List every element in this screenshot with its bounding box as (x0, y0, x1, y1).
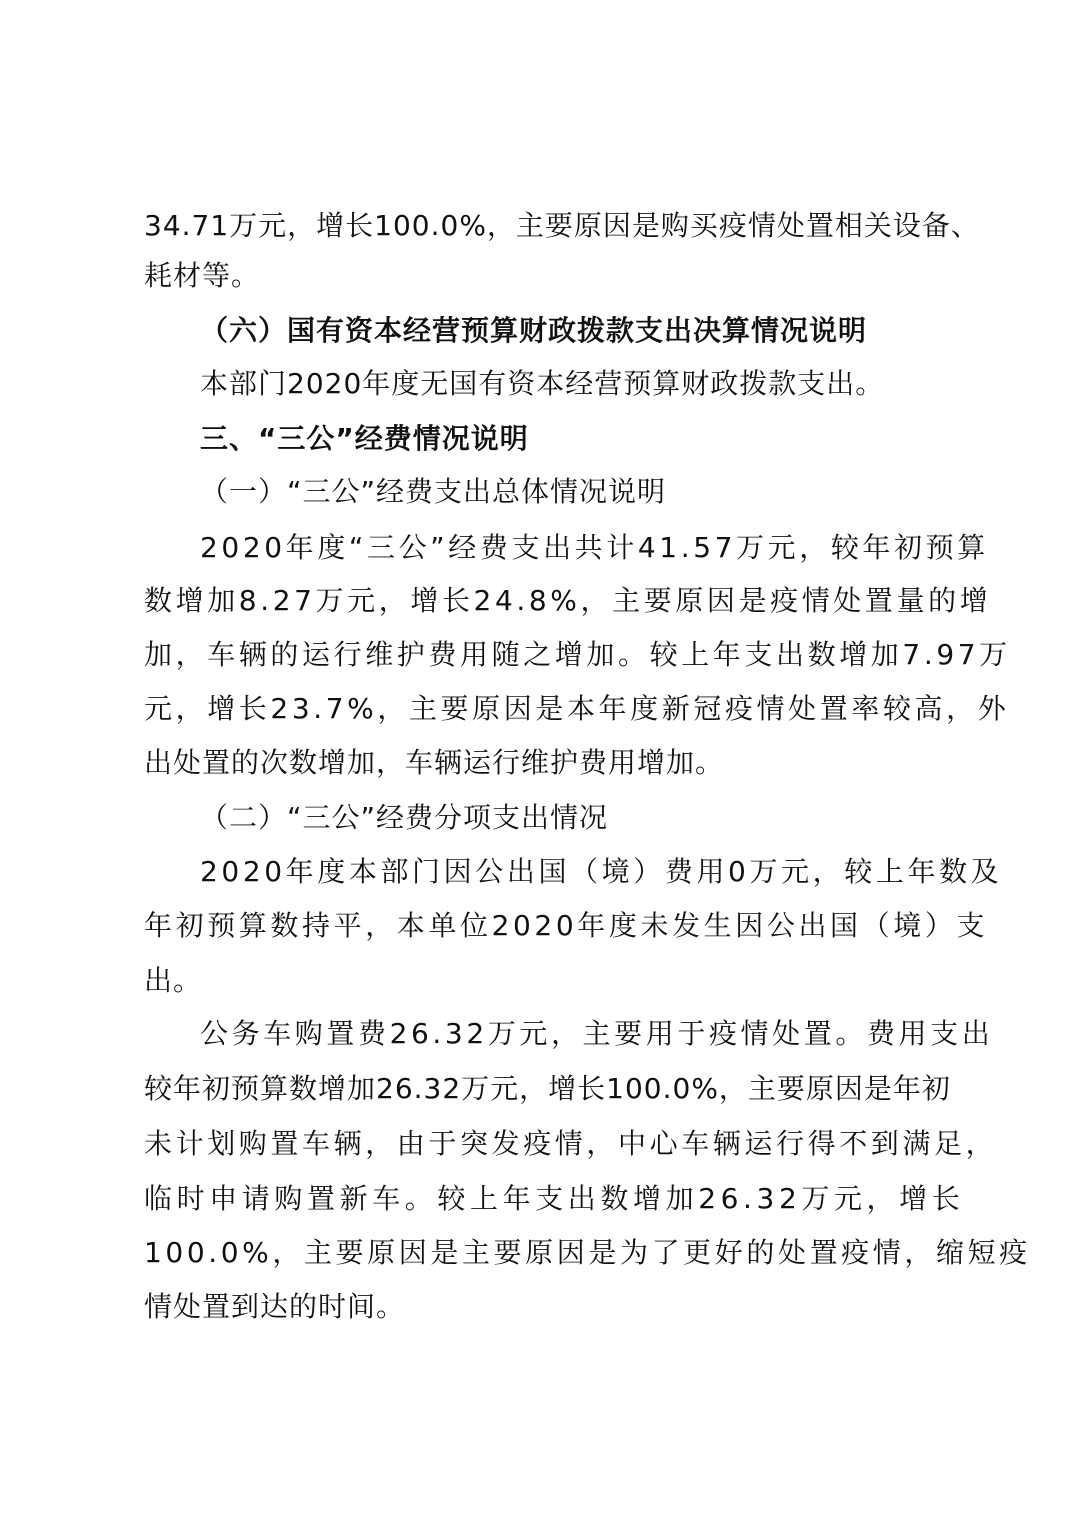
paragraph-line: 未计划购置车辆，由于突发疫情，中心车辆运行得不到满足， (144, 1127, 998, 1160)
paragraph-line: 100.0%，主要原因是主要原因是为了更好的处置疫情，缩短疫 (144, 1236, 1031, 1269)
paragraph-line: 耗材等。 (144, 259, 261, 292)
paragraph-line: 2020年度“三公”经费支出共计41.57万元，较年初预算 (200, 531, 989, 564)
section-heading-3: 三、“三公”经费情况说明 (200, 422, 529, 455)
paragraph-line: 出。 (144, 964, 203, 997)
paragraph-line: 2020年度本部门因公出国（境）费用0万元，较上年数及 (200, 855, 1003, 888)
paragraph-line: 情处置到达的时间。 (144, 1290, 406, 1323)
paragraph-line: 加，车辆的运行维护费用随之增加。较上年支出数增加7.97万 (144, 638, 1011, 671)
paragraph-line: 元，增长23.7%，主要原因是本年度新冠疫情处置率较高，外 (144, 692, 1010, 725)
paragraph-line: 34.71万元，增长100.0%，主要原因是购买疫情处置相关设备、 (144, 209, 980, 242)
paragraph-line: 出处置的次数增加，车辆运行维护费用增加。 (144, 746, 725, 779)
subsection-heading-2: （二）“三公”经费分项支出情况 (200, 801, 609, 834)
paragraph-line: 较年初预算数增加26.32万元，增长100.0%，主要原因是年初 (144, 1072, 951, 1105)
paragraph-line: 临时申请购置新车。较上年支出数增加26.32万元，增长 (144, 1182, 965, 1215)
paragraph-line: 数增加8.27万元，增长24.8%，主要原因是疫情处置量的增 (144, 584, 992, 617)
section-heading-6: （六）国有资本经营预算财政拨款支出决算情况说明 (200, 314, 868, 347)
paragraph-line: 年初预算数持平，本单位2020年度未发生因公出国（境）支 (144, 909, 989, 942)
paragraph-line: 公务车购置费26.32万元，主要用于疫情处置。费用支出 (200, 1017, 994, 1050)
paragraph-line: 本部门2020年度无国有资本经营预算财政拨款支出。 (200, 367, 885, 400)
subsection-heading-1: （一）“三公”经费支出总体情况说明 (200, 475, 667, 508)
